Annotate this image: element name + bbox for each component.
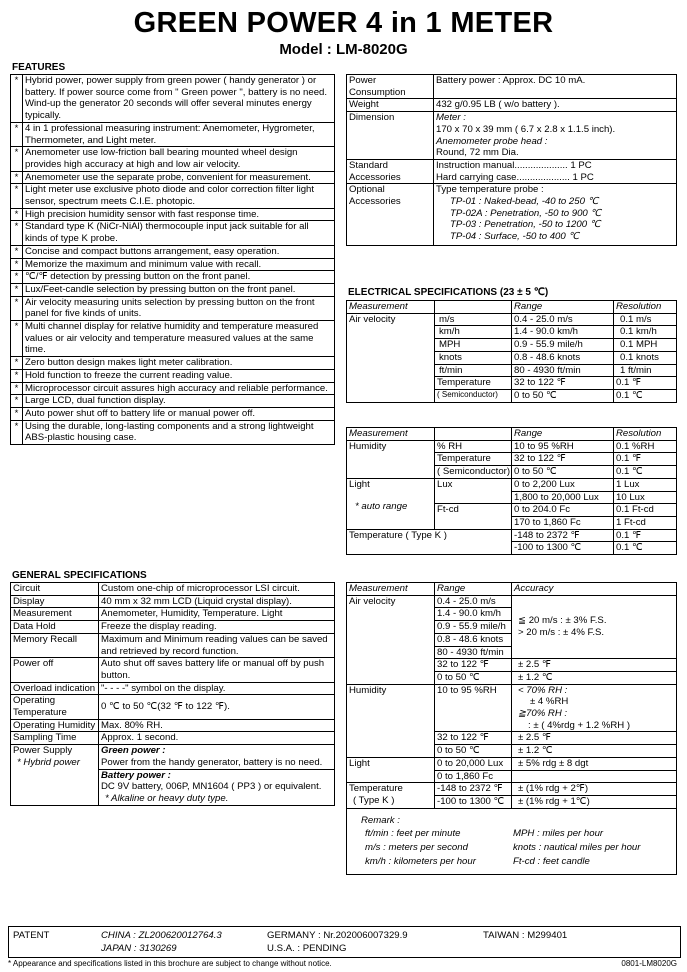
accuracy-cell: ± 5% rdg ± 8 dgt	[512, 757, 677, 770]
accuracy-cell: ± 2.5 ℉	[512, 732, 677, 745]
resolution-cell: 0.1 ℉	[614, 529, 677, 542]
patent-japan: JAPAN : 3130269	[101, 943, 177, 954]
feature-text: Anemometer use low-friction ball bearing mounted wheel design provides high accuracy at high and low air velocity.	[23, 147, 335, 171]
range-cell: -148 to 2372 ℉	[435, 783, 512, 796]
spec-value: Instruction manual.................... 1 PC	[436, 159, 592, 171]
col-header: Range	[435, 583, 512, 596]
range-cell: 32 to 122 ℉	[512, 453, 614, 466]
feature-item	[11, 395, 335, 408]
range-cell: 0 to 204.0 Fc	[512, 504, 614, 517]
unit-cell: km/h	[435, 326, 512, 339]
range-cell: 0.8 - 48.6 knots	[435, 633, 512, 646]
probe-item: TP-04 : Surface, -50 to 400 ℃	[450, 231, 580, 243]
patent-germany: GERMANY : Nr.202006007329.9	[267, 930, 408, 941]
bullet-star: *	[11, 184, 23, 208]
electrical-table-1	[346, 300, 677, 403]
unit-cell: ( Semiconductor)	[435, 389, 512, 402]
feature-item	[11, 221, 335, 245]
spec-label: Overload indication	[11, 682, 99, 695]
range-cell: 10 to 95 %RH	[435, 684, 512, 732]
col-header: Resolution	[614, 428, 677, 441]
features-table	[10, 74, 335, 445]
spec-value: DC 9V battery, 006P, MN1604 ( PP3 ) or equivalent.	[101, 781, 322, 793]
accessories-cell	[434, 159, 677, 183]
bullet-star: *	[11, 283, 23, 296]
physical-specs-table	[346, 74, 677, 246]
resolution-cell: 0.1 ℉	[614, 453, 677, 466]
feature-text: Using the durable, long-lasting components and a strong lightweight ABS-plastic housing case.	[23, 420, 335, 444]
footer-code: 0801-LM8020G	[621, 959, 677, 968]
power-supply-label	[11, 745, 99, 806]
electrical-table-2	[346, 427, 677, 555]
resolution-cell: 1 ft/min	[614, 364, 677, 377]
feature-text: Hold function to freeze the current reading value.	[23, 369, 335, 382]
feature-item	[11, 171, 335, 184]
remark-item: ft/min : feet per minute	[365, 828, 461, 840]
spec-value: Max. 80% RH.	[99, 719, 335, 732]
spec-value: Maximum and Minimum reading values can be saved and retrieved by record function.	[99, 633, 335, 657]
remark-heading: Remark :	[361, 814, 400, 826]
spec-label: Measurement	[11, 608, 99, 621]
range-cell: 0 to 1,860 Fc	[435, 770, 512, 783]
row-label: ( Type K )	[353, 794, 395, 806]
spec-value: Battery power : Approx. DC 10 mA.	[434, 75, 677, 99]
spec-value: 170 x 70 x 39 mm ( 6.7 x 2.8 x 1.1.5 inch).	[436, 123, 616, 135]
air-accuracy-cell	[512, 595, 677, 659]
col-header: Measurement	[347, 428, 435, 441]
range-cell: 1.4 - 90.0 km/h	[512, 326, 614, 339]
accuracy-line: < 70% RH :	[518, 684, 568, 696]
feature-item	[11, 407, 335, 420]
unit-cell: Temperature	[435, 453, 512, 466]
range-cell: 32 to 122 ℉	[435, 732, 512, 745]
feature-text: 4 in 1 professional measuring instrument: Anemometer, Hygrometer, Thermometer, and Light meter.	[23, 122, 335, 146]
feature-item	[11, 245, 335, 258]
remark-item: MPH : miles per hour	[513, 828, 604, 840]
range-cell: 170 to 1,860 Fc	[512, 516, 614, 529]
bullet-star: *	[11, 420, 23, 444]
patent-china: CHINA : ZL200620012764.3	[101, 930, 222, 941]
spec-value: Anemometer, Humidity, Temperature. Light	[99, 608, 335, 621]
accuracy-line: ± 4 %RH	[530, 696, 569, 708]
dimension-cell	[434, 112, 677, 160]
spec-label: Operating Temperature	[11, 695, 99, 719]
battery-note: * Alkaline or heavy duty type.	[105, 792, 229, 804]
feature-text: Air velocity measuring units selection by pressing button on the front panel for five kinds of units.	[23, 296, 335, 320]
electrical-heading: ELECTRICAL SPECIFICATIONS (23 ± 5 ℃)	[348, 287, 549, 298]
bullet-star: *	[11, 171, 23, 184]
bullet-star: *	[11, 221, 23, 245]
optional-cell	[434, 184, 677, 246]
row-label: Air velocity	[347, 595, 435, 684]
spec-value: Custom one-chip of microprocessor LSI circuit.	[99, 583, 335, 596]
unit-cell: % RH	[435, 440, 512, 453]
probe-item: TP-01 : Naked-bead, -40 to 250 ℃	[450, 196, 599, 208]
spec-label: Display	[11, 595, 99, 608]
spec-label: Sampling Time	[11, 732, 99, 745]
feature-item	[11, 75, 335, 123]
range-cell: 0 to 20,000 Lux	[435, 757, 512, 770]
humidity-accuracy-cell	[512, 684, 677, 732]
features-heading: FEATURES	[12, 62, 66, 73]
spec-label: Dimension	[347, 112, 434, 160]
feature-text: Large LCD, dual function display.	[23, 395, 335, 408]
resolution-cell: 0.1 ℃	[614, 389, 677, 402]
bullet-star: *	[11, 296, 23, 320]
unit-cell: MPH	[435, 339, 512, 352]
accuracy-line: ≦ 20 m/s : ± 3% F.S.	[518, 615, 607, 627]
unit-cell: ( Semiconductor)	[435, 466, 512, 479]
model-number: Model : LM-8020G	[279, 41, 408, 58]
resolution-cell: 0.1 m/s	[614, 313, 677, 326]
feature-text: Multi channel display for relative humidity and temperature measured values or air velocity and temperature measured values at the same time.	[23, 321, 335, 357]
feature-text: Zero button design makes light meter calibration.	[23, 357, 335, 370]
bullet-star: *	[11, 208, 23, 221]
spec-value: Auto shut off saves battery life or manual off by push button.	[99, 658, 335, 682]
spec-label: Circuit	[11, 583, 99, 596]
spec-label: Standard Accessories	[347, 159, 434, 183]
range-cell: 1.4 - 90.0 km/h	[435, 608, 512, 621]
range-cell: 0 to 50 ℃	[512, 389, 614, 402]
bullet-star: *	[11, 75, 23, 123]
patent-box	[8, 926, 681, 958]
patent-taiwan: TAIWAN : M299401	[483, 930, 568, 941]
spec-value: Round, 72 mm Dia.	[436, 147, 519, 159]
probe-label: Anemometer probe head :	[436, 135, 548, 147]
feature-item	[11, 122, 335, 146]
hybrid-power-label: * Hybrid power	[17, 756, 80, 768]
bullet-star: *	[11, 382, 23, 395]
spec-label: Power off	[11, 658, 99, 682]
accuracy-cell: ± (1% rdg + 2℉)	[512, 783, 677, 796]
col-header: Accuracy	[512, 583, 677, 596]
bullet-star: *	[11, 357, 23, 370]
remark-item: Ft-cd : feet candle	[513, 856, 590, 868]
spec-value: 40 mm x 32 mm LCD (Liquid crystal display).	[99, 595, 335, 608]
row-label: Light	[349, 478, 370, 490]
resolution-cell: 0.1 %RH	[614, 440, 677, 453]
spec-value: 432 g/0.95 LB ( w/o battery ).	[434, 99, 677, 112]
feature-item	[11, 357, 335, 370]
accuracy-cell: ± 1.2 ℃	[512, 671, 677, 684]
row-label: Temperature ( Type K )	[347, 529, 512, 554]
auto-range-label: * auto range	[355, 500, 408, 512]
tk-label-cell	[347, 783, 435, 808]
bullet-star: *	[11, 321, 23, 357]
bullet-star: *	[11, 407, 23, 420]
feature-item	[11, 382, 335, 395]
green-power-cell	[99, 745, 335, 769]
range-cell: 0 to 50 ℃	[435, 745, 512, 758]
feature-text: Concise and compact buttons arrangement, easy operation.	[23, 245, 335, 258]
spec-label: Weight	[347, 99, 434, 112]
range-cell: -148 to 2372 ℉	[512, 529, 614, 542]
bullet-star: *	[11, 369, 23, 382]
accuracy-line: ≧70% RH :	[518, 708, 568, 720]
resolution-cell: 0.1 ℃	[614, 542, 677, 555]
feature-item	[11, 296, 335, 320]
meter-label: Meter :	[436, 112, 466, 124]
feature-text: Memorize the maximum and minimum value with recall.	[23, 258, 335, 271]
resolution-cell: 0.1 MPH	[614, 339, 677, 352]
col-header: Measurement	[347, 301, 435, 314]
accuracy-cell: ± 2.5 ℉	[512, 659, 677, 672]
feature-text: Light meter use exclusive photo diode and color correction filter light sensor, spectrum meets C.I.E. photopic.	[23, 184, 335, 208]
spec-label: Power Consumption	[347, 75, 434, 99]
bullet-star: *	[11, 271, 23, 284]
range-cell: 80 - 4930 ft/min	[435, 646, 512, 659]
range-cell: 0.9 - 55.9 mile/h	[512, 339, 614, 352]
range-cell: 80 - 4930 ft/min	[512, 364, 614, 377]
resolution-cell: 0.1 ℃	[614, 466, 677, 479]
row-label: Humidity	[347, 440, 435, 478]
resolution-cell: 1 Ft-cd	[614, 516, 677, 529]
spec-value: "- - - -" symbol on the display.	[99, 682, 335, 695]
bullet-star: *	[11, 258, 23, 271]
spec-value: Freeze the display reading.	[99, 621, 335, 634]
feature-item	[11, 420, 335, 444]
bullet-star: *	[11, 122, 23, 146]
feature-text: Lux/Feet-candle selection by pressing button on the front panel.	[23, 283, 335, 296]
unit-cell: ft/min	[435, 364, 512, 377]
feature-text: Auto power shut off to battery life or manual power off.	[23, 407, 335, 420]
resolution-cell: 0.1 Ft-cd	[614, 504, 677, 517]
col-header: Resolution	[614, 301, 677, 314]
spec-value: Power from the handy generator, battery is no need.	[101, 756, 323, 768]
spec-label: Data Hold	[11, 621, 99, 634]
range-cell: 0 to 2,200 Lux	[512, 478, 614, 491]
accuracy-cell: ± (1% rdg + 1℃)	[512, 795, 677, 808]
feature-text: Anemometer use the separate probe, convenient for measurement.	[23, 171, 335, 184]
remark-item: knots : nautical miles per hour	[513, 842, 641, 854]
spec-value: Hard carrying case.................... 1 PC	[436, 171, 594, 183]
spec-label: Operating Humidity	[11, 719, 99, 732]
feature-item	[11, 184, 335, 208]
spec-value: 0 ℃ to 50 ℃(32 ℉ to 122 ℉).	[99, 695, 335, 719]
probe-heading: Type temperature probe :	[436, 184, 544, 196]
col-header: Range	[512, 301, 614, 314]
resolution-cell: 0.1 knots	[614, 351, 677, 364]
feature-item	[11, 369, 335, 382]
range-cell: 0.4 - 25.0 m/s	[435, 595, 512, 608]
spec-value: Approx. 1 second.	[99, 732, 335, 745]
resolution-cell: 0.1 km/h	[614, 326, 677, 339]
feature-text: ℃/℉ detection by pressing button on the front panel.	[23, 271, 335, 284]
feature-text: Standard type K (NiCr-NiAl) thermocouple input jack suitable for all kinds of type K probe.	[23, 221, 335, 245]
unit-cell: knots	[435, 351, 512, 364]
col-header: Range	[512, 428, 614, 441]
remark-item: m/s : meters per second	[365, 842, 468, 854]
probe-item: TP-02A : Penetration, -50 to 900 ℃	[450, 207, 602, 219]
spec-label: Optional Accessories	[347, 184, 434, 246]
accuracy-line: : ± ( 4%rdg + 1.2 %RH )	[528, 719, 631, 731]
unit-cell: m/s	[435, 313, 512, 326]
feature-item	[11, 321, 335, 357]
resolution-cell: 0.1 ℉	[614, 377, 677, 390]
battery-power-heading: Battery power :	[101, 769, 171, 781]
spec-label: Power Supply	[13, 745, 73, 757]
unit-cell: Lux	[435, 478, 512, 503]
bullet-star: *	[11, 147, 23, 171]
range-cell: 1,800 to 20,000 Lux	[512, 491, 614, 504]
feature-item	[11, 147, 335, 171]
unit-cell: Temperature	[435, 377, 512, 390]
battery-power-cell	[99, 769, 335, 805]
range-cell: -100 to 1300 ℃	[435, 795, 512, 808]
unit-cell: Ft-cd	[435, 504, 512, 529]
spec-label: Memory Recall	[11, 633, 99, 657]
range-cell: 10 to 95 %RH	[512, 440, 614, 453]
feature-item	[11, 208, 335, 221]
row-label: Air velocity	[347, 313, 435, 402]
range-cell: -100 to 1300 ℃	[512, 542, 614, 555]
accuracy-cell: ± 1.2 ℃	[512, 745, 677, 758]
bullet-star: *	[11, 245, 23, 258]
feature-text: Microprocessor circuit assures high accuracy and reliable performance.	[23, 382, 335, 395]
resolution-cell: 1 Lux	[614, 478, 677, 491]
patent-usa: U.S.A. : PENDING	[267, 943, 347, 954]
range-cell: 0.9 - 55.9 mile/h	[435, 621, 512, 634]
row-label: Temperature	[349, 783, 403, 795]
accuracy-line: > 20 m/s : ± 4% F.S.	[518, 626, 605, 638]
light-label-cell	[347, 478, 435, 529]
row-label: Light	[347, 757, 435, 782]
range-cell: 32 to 122 ℉	[435, 659, 512, 672]
row-label: Humidity	[347, 684, 435, 757]
range-cell: 0 to 50 ℃	[435, 671, 512, 684]
range-cell: 0 to 50 ℃	[512, 466, 614, 479]
remark-cell	[347, 808, 677, 875]
bullet-star: *	[11, 395, 23, 408]
page-title: GREEN POWER 4 in 1 METER	[133, 7, 554, 39]
general-specs-table	[10, 582, 335, 806]
range-cell: 0.4 - 25.0 m/s	[512, 313, 614, 326]
col-header: Measurement	[347, 583, 435, 596]
feature-item	[11, 258, 335, 271]
accuracy-table	[346, 582, 677, 875]
feature-item	[11, 283, 335, 296]
feature-text: Hybrid power, power supply from green power ( handy generator ) or battery. If power source come from " Green power ", battery is no need. Wind-up the generator 20 seconds will offer several minutes energy typically.	[23, 75, 335, 123]
general-heading: GENERAL SPECIFICATIONS	[12, 570, 147, 581]
feature-text: High precision humidity sensor with fast response time.	[23, 208, 335, 221]
probe-item: TP-03 : Penetration, -50 to 1200 ℃	[450, 219, 601, 231]
remark-item: km/h : kilometers per hour	[365, 856, 476, 868]
feature-item	[11, 271, 335, 284]
range-cell: 32 to 122 ℉	[512, 377, 614, 390]
green-power-heading: Green power :	[101, 745, 166, 757]
patent-label: PATENT	[13, 930, 50, 941]
range-cell: 0.8 - 48.6 knots	[512, 351, 614, 364]
resolution-cell: 10 Lux	[614, 491, 677, 504]
footer-note: * Appearance and specifications listed in this brochure are subject to change without notice.	[8, 959, 332, 968]
